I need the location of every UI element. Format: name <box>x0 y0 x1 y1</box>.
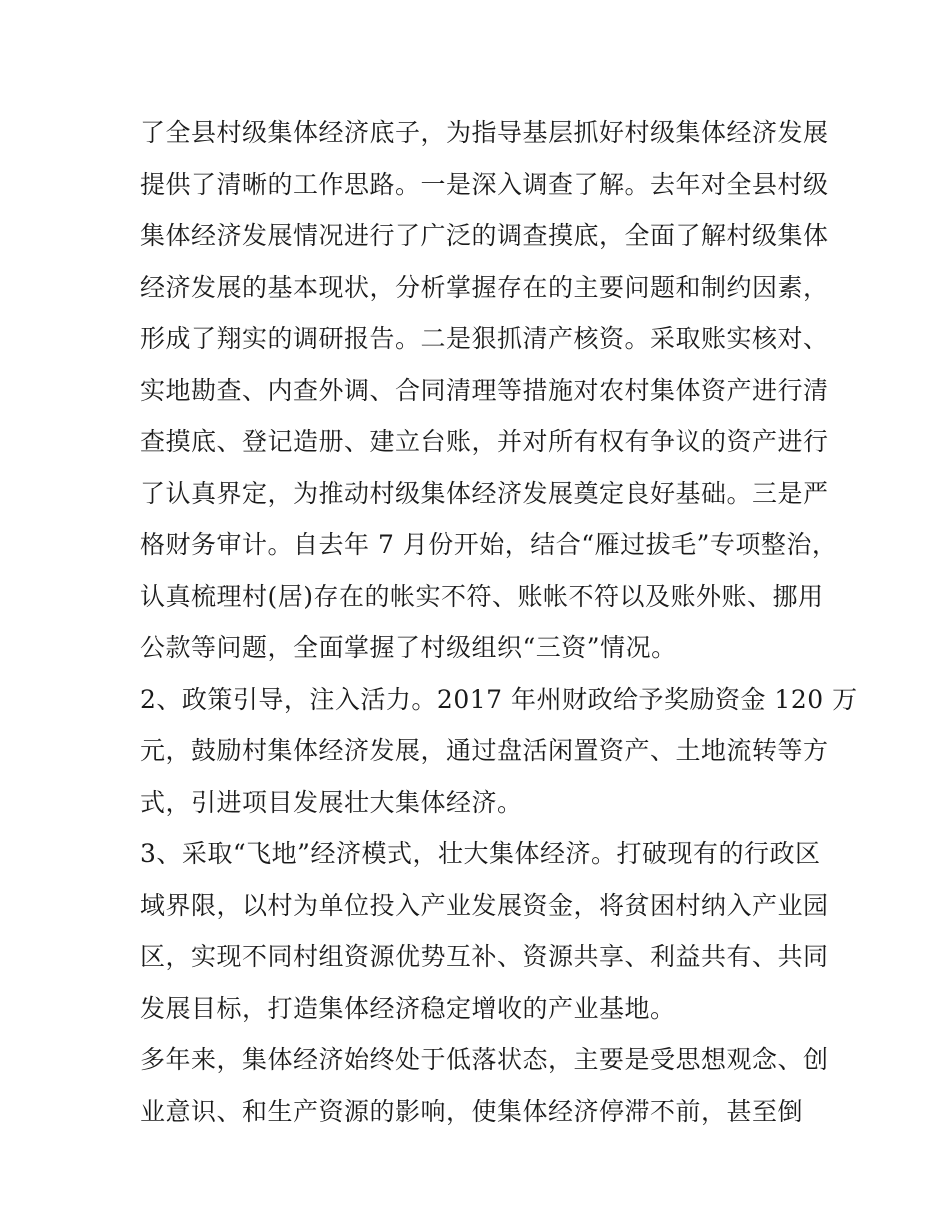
text-line: 元，鼓励村集体经济发展，通过盘活闲置资产、土地流转等方 <box>140 736 829 765</box>
text-line: 区，实现不同村组资源优势互补、资源共享、利益共有、共同 <box>140 942 829 971</box>
text-line: 业意识、和生产资源的影响，使集体经济停滞不前，甚至倒 <box>140 1096 804 1126</box>
text-line: 了认真界定，为推动村级集体经济发展奠定良好基础。三是严 <box>140 478 829 508</box>
text-line: 式，引进项目发展壮大集体经济。 <box>140 787 523 817</box>
text-line: 多年来，集体经济始终处于低落状态，主要是受思想观念、创 <box>140 1045 829 1074</box>
text-line: 发展目标，打造集体经济稳定增收的产业基地。 <box>140 993 676 1023</box>
text-line: 集体经济发展情况进行了广泛的调查摸底，全面了解村级集体 <box>140 221 829 250</box>
text-line: 格财务审计。自去年 7 月份开始，结合“雁过拔毛”专项整治， <box>140 530 838 559</box>
text-line: 形成了翔实的调研报告。二是狠抓清产核资。采取账实核对、 <box>140 324 829 353</box>
text-line: 3、采取“飞地”经济模式，壮大集体经济。打破现有的行政区 <box>140 839 821 868</box>
body-text <box>140 107 858 1137</box>
text-line: 经济发展的基本现状，分析掌握存在的主要问题和制约因素， <box>140 272 829 302</box>
text-line: 2、政策引导，注入活力。2017 年州财政给予奖励资金 120 万 <box>140 684 858 714</box>
text-line: 域界限，以村为单位投入产业发展资金，将贫困村纳入产业园 <box>140 890 829 920</box>
text-line: 查摸底、登记造册、建立台账，并对所有权有争议的资产进行 <box>140 427 829 456</box>
text-line: 提供了清晰的工作思路。一是深入调查了解。去年对全县村级 <box>140 169 829 199</box>
text-line: 公款等问题，全面掌握了村级组织“三资”情况。 <box>140 633 677 662</box>
text-line: 实地勘查、内查外调、合同清理等措施对农村集体资产进行清 <box>140 375 829 405</box>
text-line: 认真梳理村(居)存在的帐实不符、账帐不符以及账外账、挪用 <box>140 581 824 611</box>
text-line: 了全县村级集体经济底子，为指导基层抓好村级集体经济发展 <box>140 118 829 147</box>
